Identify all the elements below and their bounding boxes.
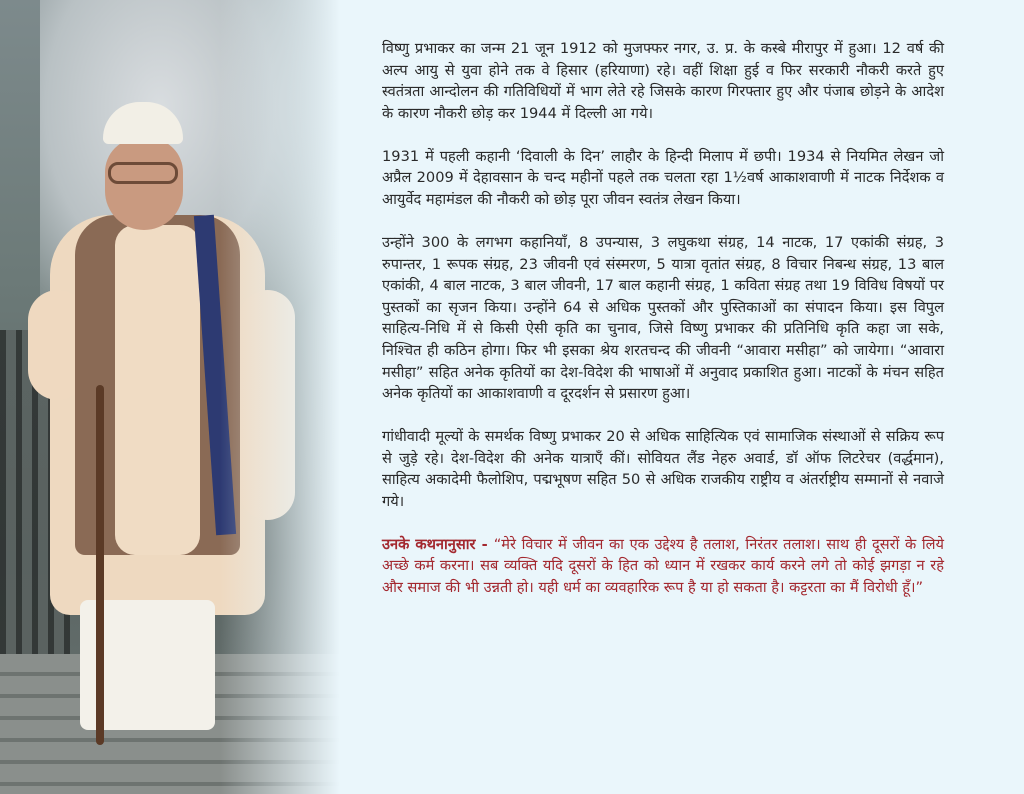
figure-glasses — [108, 162, 178, 184]
photo-fade-edge — [220, 0, 340, 794]
quote-lead: उनके कथनानुसार — [382, 535, 476, 553]
paragraph-birth: विष्णु प्रभाकर का जन्म 21 जून 1912 को मुजफ्फर नगर, उ. प्र. के कस्बे मीरापुर में हुआ। 12 वर्ष की अल्प आयु से युवा होने तक वे हिसार (हरियाणा) रहे। वहीं शिक्षा हुई व फिर सरकारी नौकरी करते हुए स्वतंत्रता आन्दोलन की गतिविधियों में भाग लेते रहे जिसके कारण गिरफ्तार हुए और पंजाब छोड़ने के आदेश के कारण नौकरी छोड़ कर 1944 में दिल्ली आ गये। — [382, 40, 944, 122]
paragraph-honours: गांधीवादी मूल्यों के समर्थक विष्णु प्रभाकर 20 से अधिक साहित्यिक एवं सामाजिक संस्थाओं से सक्रिय रूप से जुड़े रहे। देश-विदेश की अनेक यात्राएँ कीं। सोवियत लैंड नेहरु अवार्ड, डॉ ऑफ लिटरेचर (वर्द्धमान), साहित्य अकादेमी फैलोशिप, पद्मभूषण सहित 50 से अधिक राजकीय राष्ट्रीय व अंतर्राष्ट्रीय सम्मानों से नवाजे गये। — [382, 428, 944, 510]
figure-face — [105, 138, 183, 230]
paragraph-quote — [382, 534, 944, 599]
quote-separator: - — [475, 535, 494, 553]
figure-vest-inner — [115, 225, 200, 555]
biography-text — [382, 38, 944, 620]
figure-cap — [103, 102, 183, 144]
portrait-photo — [0, 0, 340, 794]
walking-cane — [96, 385, 104, 745]
paragraph-writing-career: 1931 में पहली कहानी ‘दिवाली के दिन’ लाहौर के हिन्दी मिलाप में छपी। 1934 से नियमित लेखन जो अप्रैल 2009 में देहावसान के चन्द महीनों पहले तक चलता रहा 1½वर्ष आकाशवाणी में नाटक निर्देशक व आयुर्वेद महामंडल की नौकरी को छोड़ पूरा जीवन स्वतंत्र लेखन किया। — [382, 147, 944, 208]
paragraph-works: उन्होंने 300 के लगभग कहानियाँ, 8 उपन्यास, 3 लघुकथा संग्रह, 14 नाटक, 17 एकांकी संग्रह, 3 रुपान्तर, 1 रूपक संग्रह, 23 जीवनी एवं संस्मरण, 5 यात्रा वृतांत संग्रह, 8 विचार निबन्ध संग्रह, 13 बाल एकांकी, 4 बाल नाटक, 3 बाल जीवनी, 17 बाल कहानी संग्रह, 1 कविता संग्रह तथा 19 विविध विषयों पर पुस्तकों का सृजन किया। उन्होंने 64 से अधिक पुस्तकों और पुस्तिकाओं का संपादन किया। इस विपुल साहित्य-निधि में से किसी ऐसी कृति का चुनाव, जिसे विष्णु प्रभाकर की प्रतिनिधि कृति कहा जा सके, निश्चित ही कठिन होगा। फिर भी इसका श्रेय शरतचन्द की जीवनी “आवारा मसीहा” को जायेगा। “आवारा मसीहा” सहित अनेक कृतियों का देश-विदेश की भाषाओं में अनुवाद प्रकाशित हुआ। नाटकों के मंचन सहित अनेक कृतियों का आकाशवाणी व दूरदर्शन से प्रसारण हुआ। — [382, 233, 944, 403]
quote-text: “मेरे विचार में जीवन का एक उद्देश्य है तलाश, निरंतर तलाश। साथ ही दूसरों के लिये अच्छे कर्म करना। सब व्यक्ति यदि दूसरों के हित को ध्यान में रखकर कार्य करने लगे तो कोई झगड़ा न रहे और समाज की भी उन्नती हो। यही धर्म का व्यवहारिक रूप है या हो सकता है। कट्टरता का मैं विरोधी हूँ।” — [382, 535, 944, 597]
